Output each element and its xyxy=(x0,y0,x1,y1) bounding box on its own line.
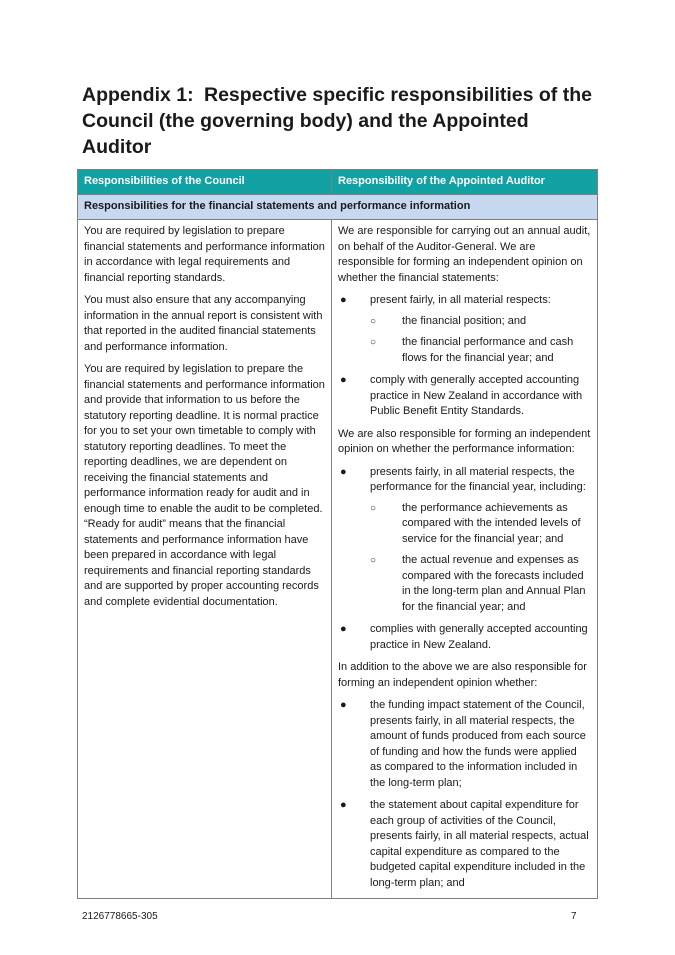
bullet-list xyxy=(338,698,591,891)
bullet-icon: ● xyxy=(340,799,347,811)
table-header-row xyxy=(78,170,598,195)
appendix-title: Respective specific responsibilities of the Council (the governing body) and the Appointed Auditor xyxy=(82,84,592,158)
list-item-text: the funding impact statement of the Council, presents fairly, in all material respects, the amount of funds produced from each source of funding and how the funds were applied as compared to the information included in the long-term plan; xyxy=(370,699,586,789)
sub-list-item xyxy=(370,314,591,330)
circle-bullet-icon: ○ xyxy=(370,315,377,327)
sub-list-item xyxy=(370,335,591,366)
bullet-icon: ● xyxy=(340,294,347,306)
circle-bullet-icon: ○ xyxy=(370,502,377,514)
header-council: Responsibilities of the Council xyxy=(78,170,332,195)
table-row xyxy=(78,220,598,899)
sub-item-text: the performance achievements as compared with the intended levels of service for the financial year; and xyxy=(402,501,581,545)
sub-list xyxy=(370,501,591,616)
list-item-text: present fairly, in all material respects: xyxy=(370,294,551,306)
section-row xyxy=(78,195,598,220)
bullet-icon: ● xyxy=(340,374,347,386)
circle-bullet-icon: ○ xyxy=(370,555,377,566)
auditor-column xyxy=(332,220,598,899)
list-item-text: complies with generally accepted accounting practice in New Zealand. xyxy=(370,623,588,651)
sub-item-text: the financial position; and xyxy=(402,314,527,327)
sub-item-text: the financial performance and cash flows for the financial year; and xyxy=(402,336,574,364)
bullet-list xyxy=(338,465,591,654)
sub-list-item xyxy=(370,501,591,548)
list-item-text: comply with generally accepted accounting practice in New Zealand in accordance with Public Benefit Entity Standards. xyxy=(370,374,583,417)
bullet-icon: ● xyxy=(340,623,347,635)
list-item xyxy=(338,465,591,616)
bullet-icon: ● xyxy=(340,699,347,711)
council-paragraph: You are required by legislation to prepare financial statements and performance information in accordance with legal requirements and financial reporting standards. xyxy=(84,225,325,284)
auditor-paragraph: We are responsible for carrying out an annual audit, on behalf of the Auditor-General. We are responsible for forming an independent opinion on whether the financial statements: xyxy=(338,225,591,284)
council-paragraph: You are required by legislation to prepare the financial statements and performance information and provide that information to us before the statutory reporting deadline. It is normal practice for you to set your own timetable to comply with statutory reporting deadlines. To meet the reporting deadlines, we are dependent on receiving the financial statements and performance information ready for audit and in enough time to enable the audit to be completed. “Ready for audit” means that the financial statements and performance information have been prepared in accordance with legal requirements and financial reporting standards and are supported by proper accounting records and complete evidential documentation. xyxy=(84,363,325,608)
circle-bullet-icon: ○ xyxy=(370,337,377,348)
council-paragraph: You must also ensure that any accompanying information in the annual report is consistent with that reported in the audited financial statements and performance information. xyxy=(84,294,323,353)
list-item xyxy=(338,698,591,791)
sub-list xyxy=(370,314,591,367)
document-id: 2126778665-305 xyxy=(82,911,158,922)
appendix-number: Appendix 1: xyxy=(82,84,194,106)
sub-item-text: the actual revenue and expenses as compared with the forecasts included in the long-term plan and Annual Plan for the financial year; and xyxy=(402,554,586,613)
council-column xyxy=(78,220,332,899)
list-item xyxy=(338,373,591,420)
sub-list-item xyxy=(370,553,591,615)
list-item xyxy=(338,622,591,653)
page-number: 7 xyxy=(571,911,577,922)
section-heading: Responsibilities for the financial statements and performance information xyxy=(78,195,598,220)
responsibilities-table xyxy=(77,169,598,899)
list-item xyxy=(338,798,591,891)
bullet-icon: ● xyxy=(340,465,347,478)
list-item-text: the statement about capital expenditure for each group of activities of the Council, presents fairly, in all material respects, actual capital expenditure as compared to the budgeted capital expenditure included in the long-term plan; and xyxy=(370,799,589,889)
page-title xyxy=(82,82,602,160)
list-item-text: presents fairly, in all material respects, the performance for the financial year, including: xyxy=(370,465,586,493)
auditor-paragraph: In addition to the above we are also responsible for forming an independent opinion whether: xyxy=(338,661,587,689)
bullet-list xyxy=(338,293,591,420)
auditor-paragraph: We are also responsible for forming an independent opinion on whether the performance information: xyxy=(338,427,591,455)
header-auditor: Responsibility of the Appointed Auditor xyxy=(332,170,598,195)
list-item xyxy=(338,293,591,366)
